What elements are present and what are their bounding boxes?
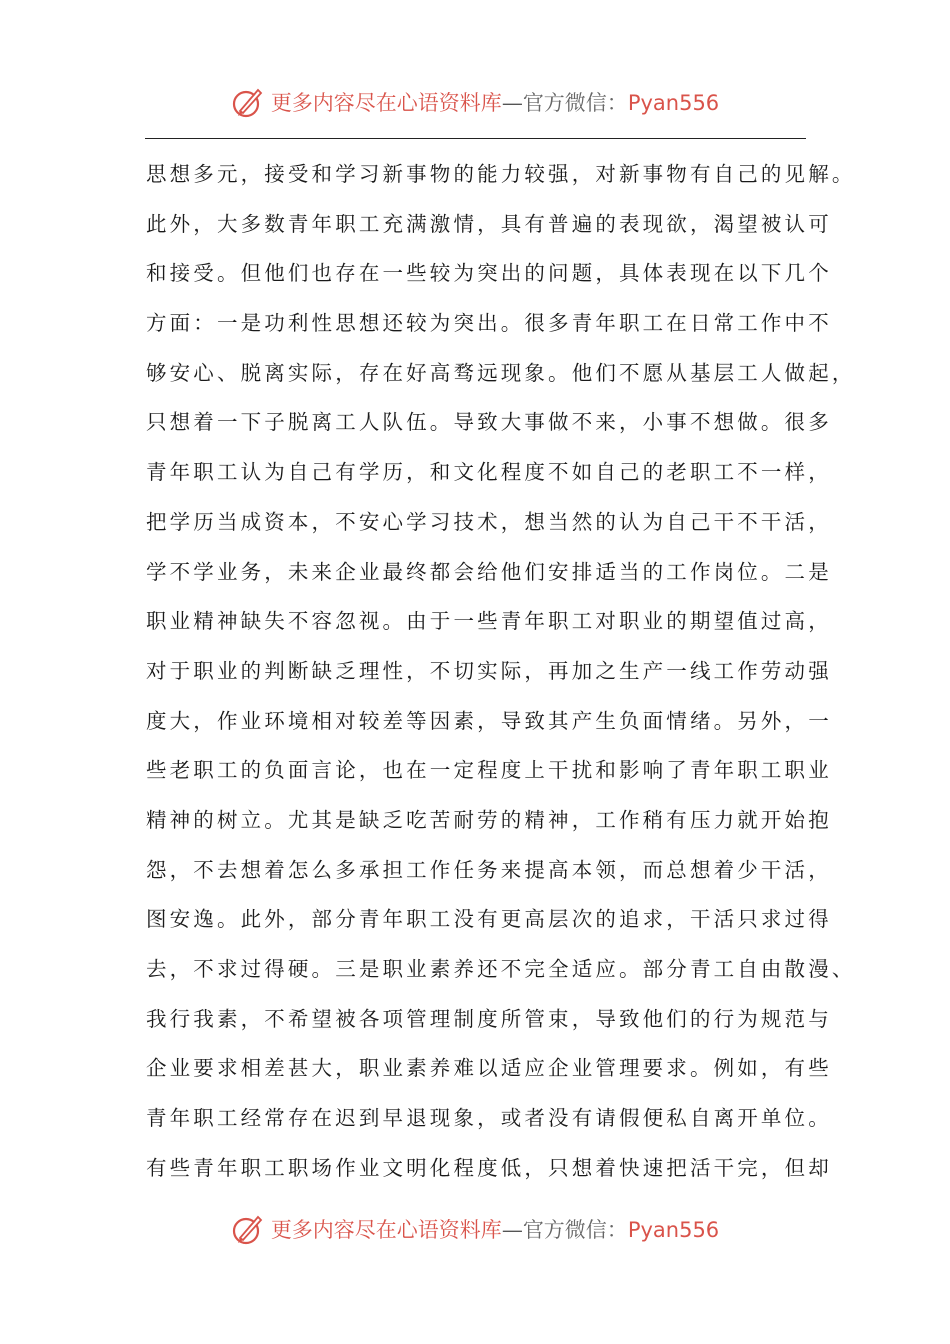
body-text-line: 把学历当成资本，不安心学习技术，想当然的认为自己干不干活，: [146, 509, 832, 534]
body-text-line: 去，不求过得硬。三是职业素养还不完全适应。部分青工自由散漫、: [146, 957, 856, 981]
body-text-line: 只想着一下子脱离工人队伍。导致大事做不来，小事不想做。很多: [146, 410, 832, 435]
watermark-text: 更多内容尽在心语资料库—官方微信：Pyan556: [270, 1218, 720, 1242]
body-text-line: 学不学业务，未来企业最终都会给他们安排适当的工作岗位。二是: [146, 559, 832, 584]
body-text-line: 企业要求相差甚大，职业素养难以适应企业管理要求。例如，有些: [146, 1056, 832, 1081]
watermark-text: 更多内容尽在心语资料库—官方微信：Pyan556: [270, 91, 720, 115]
body-text-line: 思想多元，接受和学习新事物的能力较强，对新事物有自己的见解。: [146, 162, 856, 186]
body-text-line: 有些青年职工职场作业文明化程度低，只想着快速把活干完，但却: [146, 1155, 832, 1180]
body-text-line: 青年职工认为自己有学历，和文化程度不如自己的老职工不一样，: [146, 460, 832, 485]
document-body: [146, 150, 856, 1193]
quill-pen-in-circle-icon: [231, 85, 265, 119]
body-text-line: 方面：一是功利性思想还较为突出。很多青年职工在日常工作中不: [146, 311, 832, 336]
body-text-line: 职业精神缺失不容忽视。由于一些青年职工对职业的期望值过高，: [146, 609, 832, 634]
body-text-line: 和接受。但他们也存在一些较为突出的问题，具体表现在以下几个: [146, 261, 832, 286]
quill-pen-in-circle-icon: [231, 1212, 265, 1246]
body-text-line: 些老职工的负面言论，也在一定程度上干扰和影响了青年职工职业: [146, 758, 832, 783]
body-text-line: 图安逸。此外，部分青年职工没有更高层次的追求，干活只求过得: [146, 907, 832, 932]
body-text-line: 对于职业的判断缺乏理性，不切实际，再加之生产一线工作劳动强: [146, 658, 832, 683]
body-text-line: 精神的树立。尤其是缺乏吃苦耐劳的精神，工作稍有压力就开始抱: [146, 807, 832, 832]
body-text-line: 此外，大多数青年职工充满激情，具有普遍的表现欲，渴望被认可: [146, 211, 832, 236]
body-text-line: 我行我素，不希望被各项管理制度所管束，导致他们的行为规范与: [146, 1006, 832, 1031]
footer-watermark: [0, 1209, 950, 1249]
body-text-line: 怨，不去想着怎么多承担工作任务来提高本领，而总想着少干活，: [146, 857, 832, 882]
body-text-line: 青年职工经常存在迟到早退现象，或者没有请假便私自离开单位。: [146, 1106, 832, 1131]
header-watermark: [0, 82, 950, 122]
body-text-line: 度大，作业环境相对较差等因素，导致其产生负面情绪。另外，一: [146, 708, 832, 733]
body-text-line: 够安心、脱离实际，存在好高骛远现象。他们不愿从基层工人做起，: [146, 360, 856, 385]
header-rule: [145, 138, 806, 139]
